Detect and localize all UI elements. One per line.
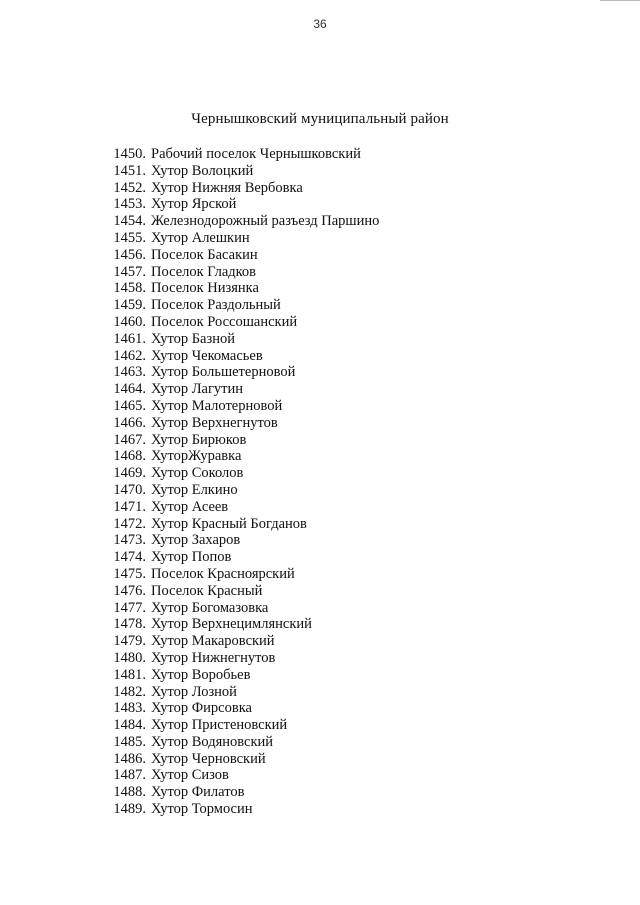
list-item	[0, 482, 640, 499]
entry-name: Хутор Базной	[151, 330, 235, 347]
list-item	[0, 532, 640, 549]
entry-number: 1477.	[113, 599, 146, 616]
list-item	[0, 583, 640, 600]
list-item	[0, 364, 640, 381]
list-item	[0, 180, 640, 197]
entry-number: 1460.	[113, 313, 146, 330]
section-title: Чернышковский муниципальный район	[191, 111, 449, 127]
entry-number: 1466.	[113, 414, 146, 431]
entry-name: Хутор Попов	[151, 549, 232, 566]
list-item	[0, 767, 640, 784]
entry-number: 1475.	[113, 565, 146, 582]
entry-number: 1471.	[113, 498, 146, 515]
entry-number: 1453.	[113, 196, 146, 213]
list-item	[0, 348, 640, 365]
entry-number: 1472.	[113, 515, 146, 532]
entry-name: ХуторЖуравка	[151, 448, 242, 465]
list-item	[0, 163, 640, 180]
list-item	[0, 566, 640, 583]
entry-number: 1452.	[113, 179, 146, 196]
entry-number: 1459.	[113, 297, 146, 314]
list-item	[0, 734, 640, 751]
entry-number: 1473.	[113, 532, 146, 549]
entry-number: 1476.	[113, 582, 146, 599]
list-item	[0, 499, 640, 516]
list-item	[0, 146, 640, 163]
entry-number: 1483.	[113, 700, 146, 717]
list-item	[0, 650, 640, 667]
entry-name: Хутор Верхнегнутов	[151, 414, 278, 431]
entry-name: Хутор Захаров	[151, 532, 241, 549]
entry-number: 1451.	[113, 162, 146, 179]
list-item	[0, 213, 640, 230]
entry-name: Хутор Воробьев	[151, 666, 251, 683]
entry-number: 1467.	[113, 431, 146, 448]
entry-number: 1486.	[113, 750, 146, 767]
entry-number: 1454.	[113, 213, 146, 230]
entry-number: 1478.	[113, 616, 146, 633]
entry-name: Хутор Сизов	[151, 767, 229, 784]
entry-number: 1474.	[113, 549, 146, 566]
entry-name: Хутор Алешкин	[151, 229, 250, 246]
entry-number: 1468.	[113, 448, 146, 465]
entry-number: 1457.	[113, 263, 146, 280]
entry-name: Поселок Россошанский	[151, 313, 298, 330]
list-item	[0, 616, 640, 633]
entry-number: 1461.	[113, 330, 146, 347]
entry-name: Хутор Нижнегнутов	[151, 649, 276, 666]
entry-name: Хутор Фирсовка	[151, 700, 252, 717]
list-item	[0, 381, 640, 398]
entry-name: Поселок Красноярский	[151, 565, 295, 582]
entry-name: Хутор Тормосин	[151, 801, 253, 818]
list-item	[0, 465, 640, 482]
entry-name: Поселок Гладков	[151, 263, 257, 280]
list-item	[0, 784, 640, 801]
list-item	[0, 684, 640, 701]
entry-number: 1487.	[113, 767, 146, 784]
list-item	[0, 331, 640, 348]
list-item	[0, 196, 640, 213]
entry-number: 1488.	[113, 784, 146, 801]
entry-number: 1485.	[113, 733, 146, 750]
entry-name: Хутор Красный Богданов	[151, 515, 307, 532]
entry-number: 1455.	[113, 229, 146, 246]
entry-name: Хутор Лагутин	[151, 381, 244, 398]
entry-number: 1482.	[113, 683, 146, 700]
entry-name: Хутор Елкино	[151, 481, 238, 498]
list-item	[0, 432, 640, 449]
list-item	[0, 633, 640, 650]
entry-name: Хутор Макаровский	[151, 633, 275, 650]
entry-name: Хутор Богомазовка	[151, 599, 269, 616]
entry-name: Хутор Волоцкий	[151, 162, 254, 179]
entry-name: Железнодорожный разъезд Паршино	[151, 213, 380, 230]
entry-name: Хутор Соколов	[151, 465, 244, 482]
entry-name: Хутор Малотерновой	[151, 397, 283, 414]
scan-edge-mark	[600, 0, 640, 4]
list-item	[0, 398, 640, 415]
entry-name: Поселок Раздольный	[151, 297, 281, 314]
entry-name: Поселок Красный	[151, 582, 263, 599]
entry-name: Хутор Чекомасьев	[151, 347, 263, 364]
list-item	[0, 314, 640, 331]
entry-number: 1484.	[113, 717, 146, 734]
entry-name: Рабочий поселок Чернышковский	[151, 146, 361, 162]
entry-name: Хутор Филатов	[151, 784, 245, 801]
list-item	[0, 230, 640, 247]
entry-name: Хутор Большетерновой	[151, 364, 296, 381]
entry-name: Поселок Басакин	[151, 246, 258, 263]
entry-name: Хутор Верхнецимлянский	[151, 616, 312, 633]
entry-name: Хутор Черновский	[151, 750, 266, 767]
list-item	[0, 448, 640, 465]
entry-name: Хутор Бирюков	[151, 431, 247, 448]
entry-number: 1462.	[113, 347, 146, 364]
list-item	[0, 415, 640, 432]
entry-number: 1456.	[113, 246, 146, 263]
entry-number: 1465.	[113, 397, 146, 414]
entry-name: Хутор Ярской	[151, 196, 237, 213]
entry-name: Хутор Лозной	[151, 683, 237, 700]
entry-number: 1469.	[113, 465, 146, 482]
list-item	[0, 549, 640, 566]
entry-number: 1470.	[113, 481, 146, 498]
list-item	[0, 516, 640, 533]
entry-name: Поселок Низянка	[151, 280, 259, 297]
list-item	[0, 247, 640, 264]
entry-number: 1464.	[113, 381, 146, 398]
settlement-list	[0, 146, 640, 818]
entry-number: 1479.	[113, 633, 146, 650]
list-item	[0, 297, 640, 314]
entry-number: 1480.	[113, 649, 146, 666]
list-item	[0, 700, 640, 717]
entry-name: Хутор Водяновский	[151, 733, 274, 750]
entry-name: Хутор Асеев	[151, 498, 229, 515]
entry-number: 1481.	[113, 666, 146, 683]
entry-number: 1458.	[113, 280, 146, 297]
list-item	[0, 264, 640, 281]
list-item	[0, 751, 640, 768]
list-item	[0, 280, 640, 297]
entry-name: Хутор Нижняя Вербовка	[151, 179, 303, 196]
list-item	[0, 801, 640, 818]
list-item	[0, 717, 640, 734]
entry-number: 1489.	[113, 801, 146, 818]
page-number: 36	[313, 17, 327, 31]
list-item	[0, 667, 640, 684]
entry-number: 1463.	[113, 364, 146, 381]
list-item	[0, 600, 640, 617]
entry-number: 1450.	[113, 146, 146, 162]
entry-name: Хутор Пристеновский	[151, 717, 288, 734]
